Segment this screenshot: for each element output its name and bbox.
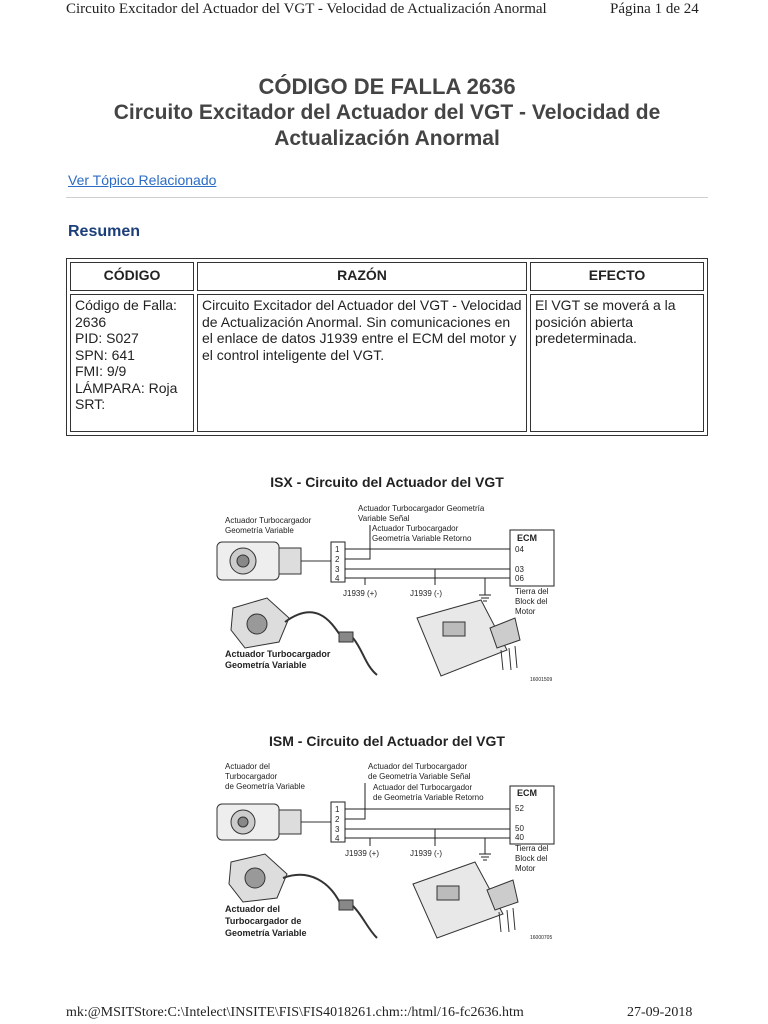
pin-label: 4 [335,574,340,583]
ground-label-2: Block del [515,854,548,863]
page-subtitle-line1: Circuito Excitador del Actuador del VGT - Velocidad de [113,101,661,124]
page-footer-date: 27-09-2018 [627,1005,693,1020]
codigo-line: 2636 [75,313,107,330]
ground-label-3: Motor [515,607,536,616]
ecm-pin: 04 [515,545,524,554]
ecm-pin: 50 [515,824,524,833]
codigo-line: LÁMPARA: Roja [75,379,178,396]
codigo-line: SPN: 641 [75,346,135,363]
label-signal-1: Actuador Turbocargador Geometría [358,504,485,513]
section-heading-resumen: Resumen [68,223,141,240]
pin-label: 3 [335,565,340,574]
cell-codigo [70,294,194,432]
label-actuator-bottom-2: Geometría Variable [225,660,307,670]
j1939-minus-label: J1939 (-) [410,849,443,858]
cell-efecto: El VGT se moverá a la posición abierta predeterminada. [530,294,704,432]
label-return-1: Actuador Turbocargador [372,524,459,533]
label-signal-2: de Geometría Variable Señal [368,772,471,781]
label-actuator-bottom-1: Actuador del [225,904,281,914]
ground-label-3: Motor [515,864,536,873]
ground-label-1: Tierra del [515,844,549,853]
wiring-diagram-ism-svg [205,758,565,948]
label-actuator-bottom-3: Geometría Variable [225,928,307,938]
page-footer-path: mk:@MSITStore:C:\Intelect\INSITE\FIS\FIS4018261.chm::/html/16-fc2636.htm [66,1005,524,1020]
j1939-plus-label: J1939 (+) [343,589,378,598]
table-header-row [70,262,704,291]
table-row [70,294,704,432]
label-actuator-bottom-1: Actuador Turbocargador [225,649,331,659]
label-actuator-bottom-2: Turbocargador de [225,916,302,926]
label-return-2: Geometría Variable Retorno [372,534,472,543]
codigo-line: Código de Falla: [75,297,177,313]
ecm-module-icon [413,862,518,938]
j1939-plus-label: J1939 (+) [345,849,380,858]
label-return-1: Actuador del Turbocargador [373,783,473,792]
column-header-codigo: CÓDIGO [70,262,194,291]
page-subtitle-line2: Actualización Anormal [274,127,500,150]
page-title: CÓDIGO DE FALLA 2636 [258,74,516,99]
wiring-diagram-isx [205,500,565,690]
page-header-title: Circuito Excitador del Actuador del VGT - Velocidad de Actualización Anormal [66,1,547,17]
ecm-pin: 03 [515,565,524,574]
label-actuator-top-1: Actuador Turbocargador [225,516,312,525]
page-number: Página 1 de 24 [610,1,699,17]
ecm-pin: 52 [515,804,524,813]
actuator-icon [217,542,331,580]
ecm-label: ECM [517,533,537,543]
ecm-pin: 06 [515,574,524,583]
figure-title-isx: ISX - Circuito del Actuador del VGT [270,474,504,490]
codigo-line: PID: S027 [75,330,139,346]
label-actuator-top-2: Geometría Variable [225,526,294,535]
figure-ref: 16000705 [530,935,553,941]
column-header-efecto: EFECTO [530,262,704,291]
pin-label: 2 [335,555,340,564]
label-actuator-top-3: de Geometría Variable [225,782,305,791]
codigo-line: FMI: 9/9 [75,363,127,379]
label-signal-1: Actuador del Turbocargador [368,762,468,771]
ecm-module-icon [417,600,520,676]
related-topic-link[interactable]: Ver Tópico Relacionado [68,172,217,188]
wiring-diagram-ism [205,758,565,948]
divider [66,197,708,198]
pin-label: 2 [335,815,340,824]
column-header-razon: RAZÓN [197,262,527,291]
label-signal-2: Variable Señal [358,514,410,523]
ecm-pin: 40 [515,833,524,842]
pin-label: 1 [335,805,340,814]
page-subtitle [66,100,708,152]
pin-label: 1 [335,545,340,554]
pin-label: 4 [335,834,340,843]
ground-label-1: Tierra del [515,587,549,596]
j1939-minus-label: J1939 (-) [410,589,443,598]
codigo-line: SRT: [75,396,106,412]
wiring-diagram-isx-svg [205,500,565,690]
figure-ref: 16001509 [530,677,553,683]
pin-label: 3 [335,825,340,834]
ecm-label: ECM [517,788,537,798]
actuator-icon [217,804,331,840]
label-actuator-top-2: Turbocargador [225,772,278,781]
figure-title-ism: ISM - Circuito del Actuador del VGT [269,733,505,749]
label-return-2: de Geometría Variable Retorno [373,793,484,802]
cell-razon: Circuito Excitador del Actuador del VGT - Velocidad de Actualización Anormal. Sin comunicaciones en el enlace de datos J1939 entre el ECM del motor y el control inteligente del VGT. [197,294,527,432]
ground-label-2: Block del [515,597,548,606]
summary-table [66,258,708,436]
label-actuator-top-1: Actuador del [225,762,270,771]
